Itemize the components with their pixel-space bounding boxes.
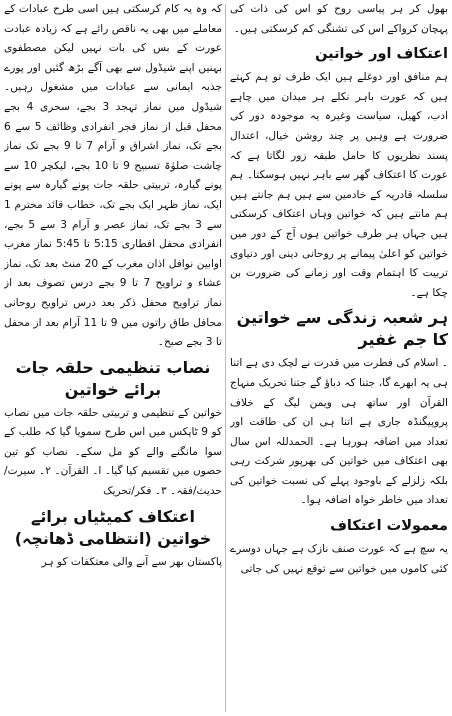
schedule-paragraph: کہ وہ یہ کام کرسکتی ہیں اسی طرح عبادات کے معاملے میں بھی یہ ناقص رائے ہے کہ زیادہ عبادت عورت کے بس کی بات نہیں لیکن مصطفوی بہنیں اپنے شیڈول سے بھی آگے بڑھ گئیں اور پورے جذبہ ایمانی سے عبادات میں مشغول رہیں۔ شیڈول میں نماز تہجد 3 بجے، سحری 4 بجے محفل قبل از نماز فجر انفرادی وظائف 5 سے 6 بجے تک، نماز اشراق و آرام 7 تا 9 بجے تک نماز چاشت صلوٰۃ تسبیح 9 تا 10 بجے، لیکچر 10 سے پونے گیارہ، تربیتی حلقہ جات پونے گیارہ سے پونے ایک، نماز ظہر ایک بجے تک، خطاب قائد محترم 1 سے 3 بجے تک، نماز عصر و آرام 3 سے 5 بجے، انفرادی محفل افطاری 5:15 تا 5:45 نماز مغرب اوابین نوافل اذان مغرب کے 20 منٹ بعد تک، نماز عشاء و تراویح 7 تا 9 بجے درس تصوف بعد از نماز تراویح محفل ذکر بعد درس تراویح روحانی محافل طاق راتوں میں 9 تا 11 آرام بعد از محفل تا 3 بجے صبح۔	[4, 3, 222, 349]
committees-paragraph: پاکستان بھر سے آنے والی معتکفات کو ہر	[41, 555, 222, 568]
section-heading-committees: اعتکاف کمیٹیاں برائے خواتین (انتظامی ڈھانچہ)	[14, 506, 212, 548]
itikaf-paragraph: ہم منافق اور دوغلے ہیں ایک طرف تو ہم کہتے ہیں کہ عورت باہر نکلے ہر میدان میں چاہے ادب، کھیل، سیاست وغیرہ یہ موجودہ دور کی ضرورت ہے وہیں پر چند روشن خیال، اعتدال پسند نظریوں کا حامل طبقہ زور لگاتا ہے کہ عورت کا اعتکاف گھر سے باہر نہیں ہوسکتا۔ ہم سلسلہ قادریہ کے خادمین سے ہیں ہم جانتے ہیں ہم مانتے ہیں کہ خواتین وہاں اعتکاف کرسکتی ہیں جہاں ہر طرف خواتین ہوں آج کے دور میں خواتین کو اعلیٰ پیمانے پر روحانی دینی اور دنیاوی تربیت کا اہتمام وقت اور زمانے کی ضرورت بن چکا ہے۔	[230, 71, 448, 299]
right-column	[230, 0, 448, 716]
section-heading-itikaf-women: اعتکاف اور خواتین	[315, 46, 448, 63]
syllabus-paragraph: خواتین کے تنظیمی و تربیتی حلقہ جات میں نصاب کو 9 ٹاپکس میں اس طرح سمویا گیا کہ طلب کے سوا مانگنے والے کو مل سکے۔ نصاب کو تین حصوں میں تقسیم کیا گیا۔ ا۔ القرآن۔ ۲۔ سیرت/حدیث/فقہ۔ ۳۔ فکر/تحریک	[4, 406, 222, 498]
section-heading-syllabus: نصاب تنظیمی حلقہ جات برائے خواتین	[15, 357, 211, 399]
left-column	[4, 0, 222, 716]
section-heading-routines: معمولات اعتکاف	[330, 518, 448, 535]
routines-paragraph: یہ سچ ہے کہ عورت صنف نازک ہے جہاں دوسرے کئی کاموں میں خواتین سے توقع نہیں کی جاتی	[230, 543, 448, 575]
crowd-paragraph: ۔ اسلام کی فطرت میں قدرت نے لچک دی ہے اتنا ہی یہ ابھرے گا، جتنا کہ دباؤ گے جتنا تحریک منہاج القرآن اور ساتھ ہی ویمن لیگ کے خلاف پروپیگنڈہ جاری ہے اتنا ہی ان کی طاقت اور تعداد میں اضافہ ہورہا ہے۔ الحمدللہ اس سال بھی اعتکاف میں خواتین کی بھرپور شرکت رہی بلکہ زلزلے کے باوجود پہلے کی نسبت خواتین کی تعداد میں خاطر خواہ اضافہ ہوا۔	[230, 357, 448, 507]
section-heading-crowd-of-women: ہر شعبہ زندگی سے خواتین کا جم غفیر	[236, 308, 448, 350]
column-divider	[225, 4, 226, 712]
intro-paragraph: بھول کر ہر پیاسی روح کو اس کی ذات کی پہچان کرواکے اس کی تشنگی کم کرسکتی ہیں۔	[230, 3, 448, 35]
